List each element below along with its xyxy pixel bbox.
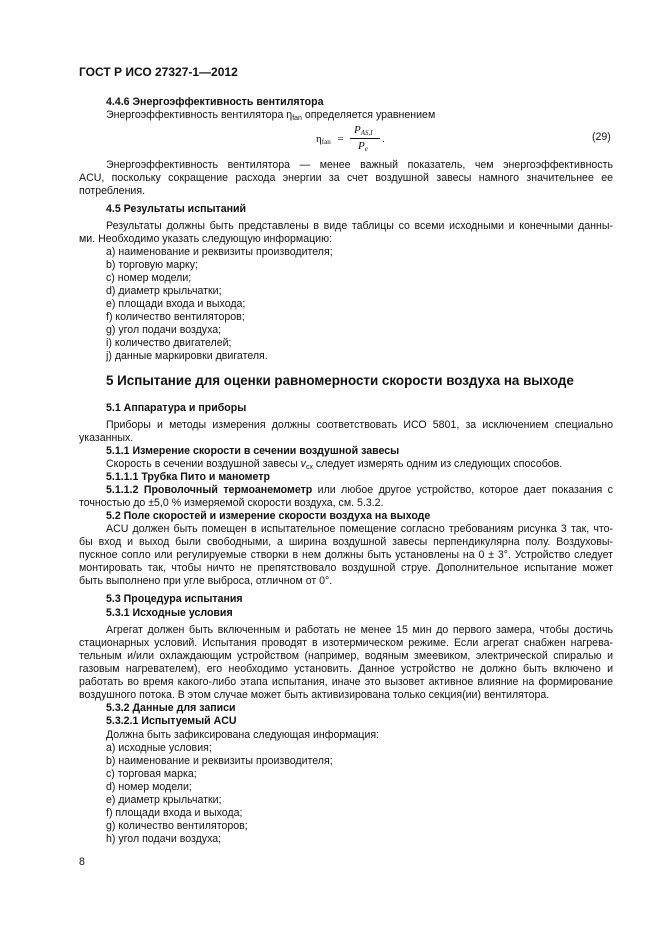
- document-page: ГОСТ Р ИСО 27327-1—2012 4.4.6 Энергоэффективность вентилятора Энергоэффективность вентилятора $\eta_{fan}$ определяется уравнением $\eta_{fan}$ = $P_{AS,I}$ $P_e$ . (29) Энергоэффективность вентилятора — менее важный показатель, чем энергоэффективность ACU, поскольку сокращение расхода энергии за счет воздушной завесы намного значительнее ее потребления. 4.5 Результаты испытаний Результаты должны быть представлены в виде таблицы со всеми исходными и конечными данны- ми. Необходимо указать следующую информацию: a) наименование и реквизиты производителя; b) торговую марку; c) номер модели; d) диаметр крыльчатки; e) площади входа и выхода; f) количество вентиляторов; g) угол подачи воздуха; i) количество двигателей; j) данные маркировки двигателя. 5 Испытание для оценки равномерности скорости воздуха на выходе 5.1 Аппаратура и приборы Приборы и методы измерения должны соответствовать ИСО 5801, за исключением специально указанных. 5.1.1 Измерение скорости в сечении воздушной завесы Скорость в сечении воздушной завесы $v_{cx}$ следует измерять одним из следующих способов. 5.1.1.1 Трубка Пито и манометр 5.1.1.2 Проволочный термоанемометр или любое другое устройство, которое дает показания с точностью до ±5,0 % измеряемой скорости воздуха, см. 5.3.2. 5.2 Поле скоростей и измерение скорости воздуха на выходе ACU должен быть помещен в испытательное помещение согласно требованиям рисунка 3 так, что- бы вход и выход были свободными, а ширина воздушной завесы перпендикулярна полу. Воздуховы- пускное сопло или регулируемые створки в нем должны быть установлены на 0 ± 3°. Устройство следует монтировать так, чтобы ничто не препятствовало воздушной струе. Дополнительное испытание может быть выполнено при угле выброса, отличном от 0°. 5.3 Процедура испытания 5.3.1 Исходные условия Агрегат должен быть включенным и работать не менее 15 мин до первого замера, чтобы достичь стационарных условий. Испытания проводят в изотермическом режиме. Если агрегат снабжен нагрева- тельным и/или охлаждающим устройством (например, водяным змеевиком, электрической спиралью и газовым нагревателем), его необходимо установить. Данное устройство не должно быть включено и работать во время какого-либо этапа испытания, иначе это вызовет активное влияние на формирование воздушного потока. В этом случае может быть активизирована только секция(ии) вентилятора. 5.3.2 Данные для записи 5.3.2.1 Испытуемый ACU Должна быть зафиксирована следующая информация: a) исходные условия; b) наименование и реквизиты производителя; c) торговая марка; d) номер модели; e) диаметр крыльчатки; f) площади входа и выхода; g) количество вентиляторов; h) угол подачи воздуха; 8: [79, 65, 613, 868]
- list-item: j) данные маркировки двигателя.: [106, 350, 268, 362]
- section-5-title: 5 Испытание для оценки равномерности скорости воздуха на выходе: [106, 373, 574, 388]
- list-item: e) диаметр крыльчатки;: [106, 794, 222, 806]
- section-5-1-1-title: 5.1.1 Измерение скорости в сечении воздушной завесы: [106, 445, 400, 457]
- list-item: h) угол подачи воздуха;: [106, 833, 222, 845]
- page-number: 8: [79, 856, 85, 868]
- fraction-bar: [350, 138, 380, 139]
- section-5-1-title: 5.1 Аппаратура и приборы: [106, 402, 247, 414]
- eta-symbol: η: [286, 109, 293, 121]
- list-item: d) номер модели;: [106, 781, 192, 793]
- list-item: g) количество вентиляторов;: [106, 820, 248, 832]
- formula-number: (29): [592, 131, 611, 143]
- formula-29-fraction: [350, 124, 384, 156]
- section-5-3-2-1-title: 5.3.2.1 Испытуемый ACU: [106, 715, 237, 727]
- list-item: c) торговая марка;: [106, 768, 197, 780]
- list-item: f) площади входа и выхода;: [106, 807, 243, 819]
- section-5-1-1-1-title: 5.1.1.1 Трубка Пито и манометр: [106, 471, 270, 483]
- section-4-4-6-title: 4.4.6 Энергоэффективность вентилятора: [106, 96, 324, 108]
- section-5-3-title: 5.3 Процедура испытания: [106, 593, 243, 605]
- list-item: c) номер модели;: [106, 272, 192, 284]
- list-item: b) наименование и реквизиты производителя;: [106, 755, 333, 767]
- section-5-1-1-2-title: 5.1.1.2 Проволочный термоанемометр: [106, 484, 313, 496]
- section-4-5-title: 4.5 Результаты испытаний: [106, 203, 247, 215]
- list-item: d) диаметр крыльчатки;: [106, 285, 222, 297]
- formula-29-numerator: $P_{AS,I}$: [354, 124, 373, 137]
- section-5-3-2-title: 5.3.2 Данные для записи: [106, 702, 236, 714]
- formula-29-lhs: $\eta_{fan}$ =: [316, 133, 344, 146]
- section-5-2-title: 5.2 Поле скоростей и измерение скорости воздуха на выходе: [106, 510, 431, 522]
- list-item: g) угол подачи воздуха;: [106, 324, 222, 336]
- document-code: ГОСТ Р ИСО 27327-1—2012: [79, 65, 238, 79]
- formula-29-denominator: $P_e$: [358, 140, 368, 153]
- list-item: i) количество двигателей;: [106, 337, 232, 349]
- list-item: e) площади входа и выхода;: [106, 298, 246, 310]
- section-4-4-6-intro: Энергоэффективность вентилятора $\eta_{fan}$ определяется уравнением: [106, 109, 436, 122]
- section-5-3-1-title: 5.3.1 Исходные условия: [106, 607, 233, 619]
- list-item: f) количество вентиляторов;: [106, 311, 245, 323]
- list-item: a) исходные условия;: [106, 742, 212, 754]
- list-item: b) торговую марку;: [106, 259, 199, 271]
- list-item: a) наименование и реквизиты производителя;: [106, 246, 333, 258]
